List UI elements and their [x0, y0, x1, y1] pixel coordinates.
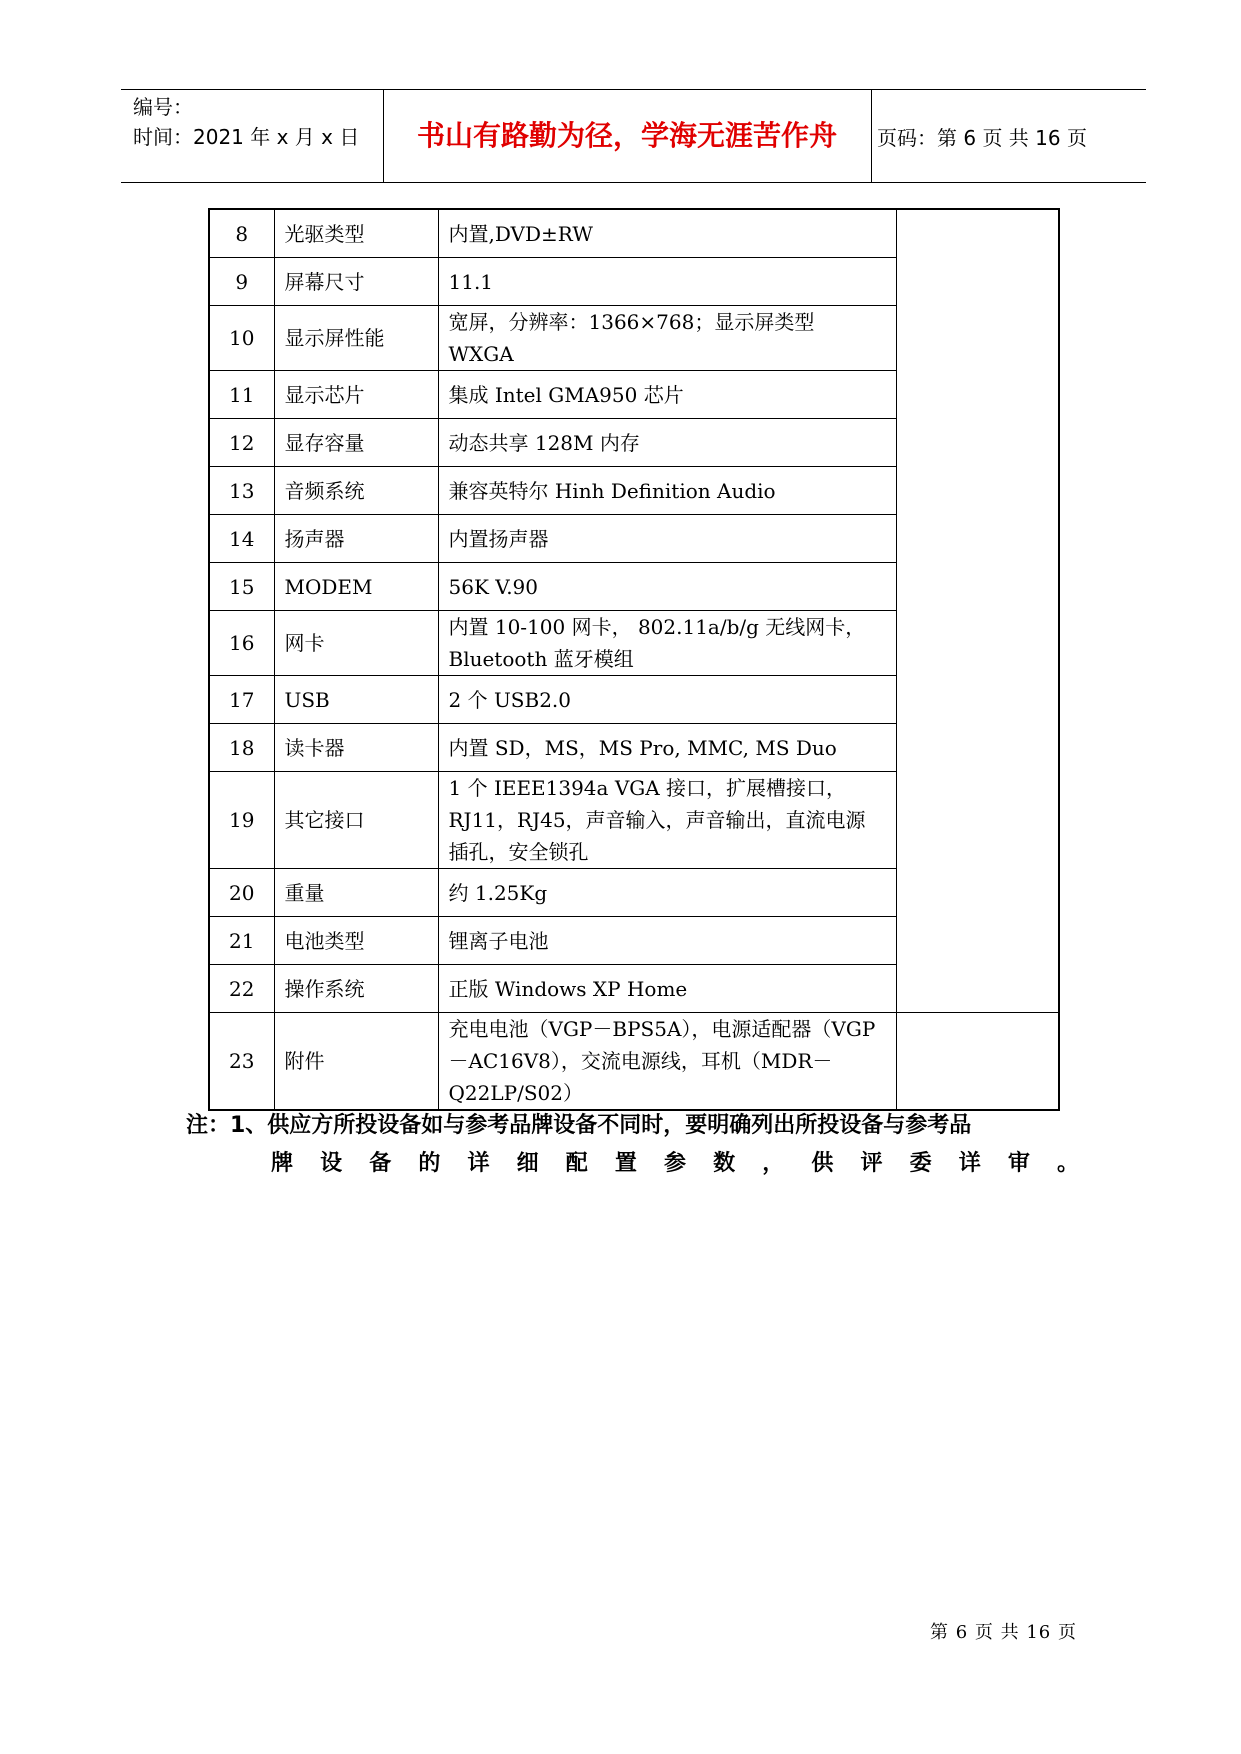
row-spec: 内置扬声器 — [438, 515, 896, 563]
row-spec: 兼容英特尔 Hinh Definition Audio — [438, 467, 896, 515]
row-spec: 内置 SD，MS，MS Pro, MMC, MS Duo — [438, 724, 896, 772]
row-spec: 充电电池（VGP－BPS5A），电源适配器（VGP－AC16V8），交流电源线，耳机（MDR－Q22LP/S02） — [438, 1013, 896, 1111]
row-number: 12 — [209, 419, 274, 467]
row-spec: 集成 Intel GMA950 芯片 — [438, 371, 896, 419]
row-item: 附件 — [274, 1013, 438, 1111]
row-spec: 内置,DVD±RW — [438, 209, 896, 258]
row-spec: 11.1 — [438, 258, 896, 306]
row-spec: 正版 Windows XP Home — [438, 965, 896, 1013]
row-spec: 约 1.25Kg — [438, 869, 896, 917]
row-spec: 锂离子电池 — [438, 917, 896, 965]
header-motto: 书山有路勤为径，学海无涯苦作舟 — [416, 119, 837, 152]
row-number: 21 — [209, 917, 274, 965]
row-spec: 宽屏，分辨率：1366×768；显示屏类型 WXGA — [438, 306, 896, 371]
remarks-cell — [896, 209, 1059, 1013]
row-number: 22 — [209, 965, 274, 1013]
page-footer: 第 6 页 共 16 页 — [930, 1622, 1077, 1643]
note-line-1: 注：1、供应方所投设备如与参考品牌设备不同时，要明确列出所投设备与参考品 — [186, 1113, 972, 1138]
row-item: 网卡 — [274, 611, 438, 676]
row-number: 16 — [209, 611, 274, 676]
table-row — [209, 209, 1059, 258]
row-number: 23 — [209, 1013, 274, 1111]
row-spec: 内置 10-100 网卡， 802.11a/b/g 无线网卡，Bluetooth 蓝牙模组 — [438, 611, 896, 676]
row-spec: 1 个 IEEE1394a VGA 接口，扩展槽接口，RJ11，RJ45，声音输入，声音输出，直流电源插孔，安全锁孔 — [438, 772, 896, 869]
row-number: 18 — [209, 724, 274, 772]
row-spec: 2 个 USB2.0 — [438, 676, 896, 724]
header-meta — [133, 92, 359, 152]
note-line-2: 牌设备的详细配置参数，供评委详审。 — [271, 1151, 1081, 1176]
header-page-label: 页码：第 6 页 共 16 页 — [877, 126, 1087, 150]
row-spec: 56K V.90 — [438, 563, 896, 611]
header-divider-right — [871, 90, 872, 182]
row-number: 13 — [209, 467, 274, 515]
row-number: 19 — [209, 772, 274, 869]
row-spec: 动态共享 128M 内存 — [438, 419, 896, 467]
row-item: 光驱类型 — [274, 209, 438, 258]
row-item: 屏幕尺寸 — [274, 258, 438, 306]
row-item: 操作系统 — [274, 965, 438, 1013]
row-item: 其它接口 — [274, 772, 438, 869]
row-item: 显示芯片 — [274, 371, 438, 419]
row-item: 读卡器 — [274, 724, 438, 772]
page-header — [121, 89, 1146, 183]
row-item: 显存容量 — [274, 419, 438, 467]
row-number: 10 — [209, 306, 274, 371]
row-item: USB — [274, 676, 438, 724]
row-item: 显示屏性能 — [274, 306, 438, 371]
row-item: MODEM — [274, 563, 438, 611]
row-number: 17 — [209, 676, 274, 724]
row-number: 9 — [209, 258, 274, 306]
header-time-label: 时间：2021 年 x 月 x 日 — [133, 125, 360, 149]
row-item: 电池类型 — [274, 917, 438, 965]
table-row — [209, 1013, 1059, 1111]
row-number: 20 — [209, 869, 274, 917]
row-number: 14 — [209, 515, 274, 563]
row-item: 扬声器 — [274, 515, 438, 563]
row-number: 8 — [209, 209, 274, 258]
remarks-cell — [896, 1013, 1059, 1111]
row-number: 11 — [209, 371, 274, 419]
note-block — [186, 1107, 1081, 1183]
row-item: 音频系统 — [274, 467, 438, 515]
row-number: 15 — [209, 563, 274, 611]
spec-table — [208, 208, 1060, 1111]
row-item: 重量 — [274, 869, 438, 917]
header-number-label: 编号： — [133, 95, 193, 119]
